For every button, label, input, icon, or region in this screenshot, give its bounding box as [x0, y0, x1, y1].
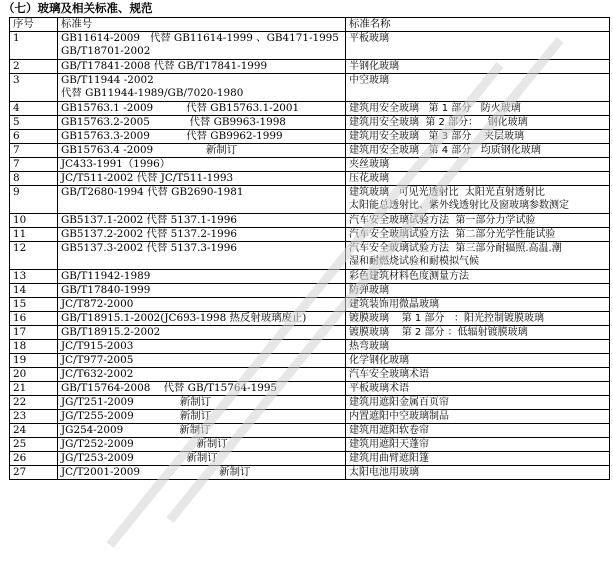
table-row	[10, 326, 610, 340]
cell-standard-name: 建筑用遮阳天蓬帘	[346, 438, 610, 452]
cell-serial-number: 20	[10, 368, 58, 382]
cell-standard-code: GB5137.3-2002 代替 5137.3-1996	[58, 242, 346, 270]
header-serial-number: 序号	[10, 18, 58, 32]
cell-standard-code: JG/T251-2009 新制订	[58, 396, 346, 410]
table-row	[10, 410, 610, 424]
table-row	[10, 452, 610, 466]
cell-serial-number: 24	[10, 424, 58, 438]
cell-standard-code: GB15763.3-2009 代替 GB9962-1999	[58, 130, 346, 144]
cell-standard-name: 建筑装饰用微晶玻璃	[346, 298, 610, 312]
cell-serial-number: 7	[10, 144, 58, 158]
cell-standard-name: 热弯玻璃	[346, 340, 610, 354]
cell-serial-number: 18	[10, 340, 58, 354]
cell-standard-name: 平板玻璃术语	[346, 382, 610, 396]
table-row	[10, 242, 610, 270]
cell-serial-number: 15	[10, 298, 58, 312]
cell-serial-number: 23	[10, 410, 58, 424]
table-row	[10, 130, 610, 144]
table-row	[10, 228, 610, 242]
cell-standard-code: JC/T977-2005	[58, 354, 346, 368]
cell-serial-number: 5	[10, 116, 58, 130]
cell-serial-number: 8	[10, 172, 58, 186]
cell-standard-code: GB5137.1-2002 代替 5137.1-1996	[58, 214, 346, 228]
cell-standard-name: 建筑用安全玻璃 第 2 部分： 钢化玻璃	[346, 116, 610, 130]
cell-standard-name: 建筑用安全玻璃 第 4 部分 均质钢化玻璃	[346, 144, 610, 158]
cell-standard-name: 防弹玻璃	[346, 284, 610, 298]
cell-standard-name: 汽车安全玻璃试验方法 第二部分光学性能试验	[346, 228, 610, 242]
table-row	[10, 466, 610, 480]
table-row	[10, 382, 610, 396]
cell-standard-name: 汽车安全玻璃试验方法 第一部分力学试验	[346, 214, 610, 228]
cell-standard-code: GB5137.2-2002 代替 5137.2-1996	[58, 228, 346, 242]
cell-serial-number: 2	[10, 60, 58, 74]
cell-standard-name: 压花玻璃	[346, 172, 610, 186]
cell-standard-code: GB/T17841-2008 代替 GB/T17841-1999	[58, 60, 346, 74]
cell-serial-number: 13	[10, 270, 58, 284]
cell-standard-name: 镀膜玻璃 第 1 部分 ：阳光控制镀膜玻璃	[346, 312, 610, 326]
table-row	[10, 312, 610, 326]
table-row	[10, 186, 610, 214]
cell-serial-number: 10	[10, 214, 58, 228]
cell-standard-name: 建筑用安全玻璃 第 1 部分 防火玻璃	[346, 102, 610, 116]
table-row	[10, 102, 610, 116]
table-row	[10, 32, 610, 60]
cell-standard-code: GB11614-2009 代替 GB11614-1999 、GB4171-1995 GB/T18701-2002	[58, 32, 346, 60]
cell-standard-code: JC/T872-2000	[58, 298, 346, 312]
header-standard-code: 标准号	[58, 18, 346, 32]
cell-standard-code: JC433-1991（1996）	[58, 158, 346, 172]
table-row	[10, 368, 610, 382]
cell-standard-name: 建筑用安全玻璃 第 3 部分 夹层玻璃	[346, 130, 610, 144]
cell-standard-code: GB/T17840-1999	[58, 284, 346, 298]
cell-standard-name: 建筑用曲臂遮阳篷	[346, 452, 610, 466]
cell-standard-code: GB/T11942-1989	[58, 270, 346, 284]
cell-standard-code: JC/T632-2002	[58, 368, 346, 382]
cell-serial-number: 4	[10, 102, 58, 116]
cell-serial-number: 22	[10, 396, 58, 410]
table-row	[10, 214, 610, 228]
cell-serial-number: 27	[10, 466, 58, 480]
table-row	[10, 284, 610, 298]
table-row	[10, 60, 610, 74]
cell-serial-number: 17	[10, 326, 58, 340]
cell-standard-name: 建筑用遮阳金属百页帘	[346, 396, 610, 410]
cell-serial-number: 14	[10, 284, 58, 298]
cell-standard-name: 内置遮阳中空玻璃制品	[346, 410, 610, 424]
cell-serial-number: 7	[10, 158, 58, 172]
cell-serial-number: 12	[10, 242, 58, 270]
table-row	[10, 424, 610, 438]
cell-serial-number: 9	[10, 186, 58, 214]
cell-serial-number: 26	[10, 452, 58, 466]
cell-standard-code: JG/T255-2009 新制订	[58, 410, 346, 424]
cell-standard-code: GB/T11944 -2002 代替 GB11944-1989/GB/7020-1980	[58, 74, 346, 102]
cell-standard-name: 汽车安全玻璃试验方法 第三部分耐辐照.高温.潮 湿和耐燃烧试验和耐模拟气候	[346, 242, 610, 270]
cell-standard-name: 半钢化玻璃	[346, 60, 610, 74]
cell-standard-name: 平板玻璃	[346, 32, 610, 60]
cell-standard-name: 建筑玻璃 可见光透射比 太阳光直射透射比 太阳能总透射比、紫外线透射比及窗玻璃参数测定	[346, 186, 610, 214]
table-row	[10, 172, 610, 186]
cell-standard-name: 太阳电池用玻璃	[346, 466, 610, 480]
cell-serial-number: 16	[10, 312, 58, 326]
cell-standard-code: GB15763.1 -2009 代替 GB15763.1-2001	[58, 102, 346, 116]
cell-standard-name: 中空玻璃	[346, 74, 610, 102]
table-row	[10, 396, 610, 410]
cell-serial-number: 25	[10, 438, 58, 452]
cell-standard-code: JG/T252-2009 新制订	[58, 438, 346, 452]
table-row	[10, 116, 610, 130]
table-row	[10, 158, 610, 172]
cell-serial-number: 11	[10, 228, 58, 242]
table-body	[10, 32, 610, 480]
cell-serial-number: 6	[10, 130, 58, 144]
table-row	[10, 270, 610, 284]
table-header-row	[10, 18, 610, 32]
table-row	[10, 144, 610, 158]
cell-standard-code: GB/T15764-2008 代替 GB/T15764-1995	[58, 382, 346, 396]
cell-standard-name: 汽车安全玻璃术语	[346, 368, 610, 382]
cell-standard-code: JC/T2001-2009 新制订	[58, 466, 346, 480]
cell-standard-name: 夹丝玻璃	[346, 158, 610, 172]
table-row	[10, 298, 610, 312]
header-standard-name: 标准名称	[346, 18, 610, 32]
cell-serial-number: 3	[10, 74, 58, 102]
cell-serial-number: 19	[10, 354, 58, 368]
section-title: （七）玻璃及相关标准、规范	[3, 1, 153, 15]
table-row	[10, 354, 610, 368]
standards-table	[9, 17, 610, 480]
table-row	[10, 74, 610, 102]
cell-standard-code: GB/T2680-1994 代替 GB2690-1981	[58, 186, 346, 214]
cell-serial-number: 1	[10, 32, 58, 60]
cell-standard-code: JG/T253-2009 新制订	[58, 452, 346, 466]
cell-standard-code: JC/T511-2002 代替 JC/T511-1993	[58, 172, 346, 186]
cell-standard-code: GB15763.2-2005 代替 GB9963-1998	[58, 116, 346, 130]
cell-standard-name: 建筑用遮阳软卷帘	[346, 424, 610, 438]
table-row	[10, 438, 610, 452]
cell-standard-code: GB15763.4 -2009 新制订	[58, 144, 346, 158]
cell-standard-code: GB/T18915.1-2002(JC693-1998 热反射玻璃废止)	[58, 312, 346, 326]
cell-standard-code: JG254-2009 新制订	[58, 424, 346, 438]
cell-standard-name: 化学钢化玻璃	[346, 354, 610, 368]
cell-standard-name: 镀膜玻璃 第 2 部分 ：低辐射镀膜玻璃	[346, 326, 610, 340]
table-row	[10, 340, 610, 354]
cell-standard-name: 彩色建筑材料色度测量方法	[346, 270, 610, 284]
cell-serial-number: 21	[10, 382, 58, 396]
cell-standard-code: JC/T915-2003	[58, 340, 346, 354]
cell-standard-code: GB/T18915.2-2002	[58, 326, 346, 340]
